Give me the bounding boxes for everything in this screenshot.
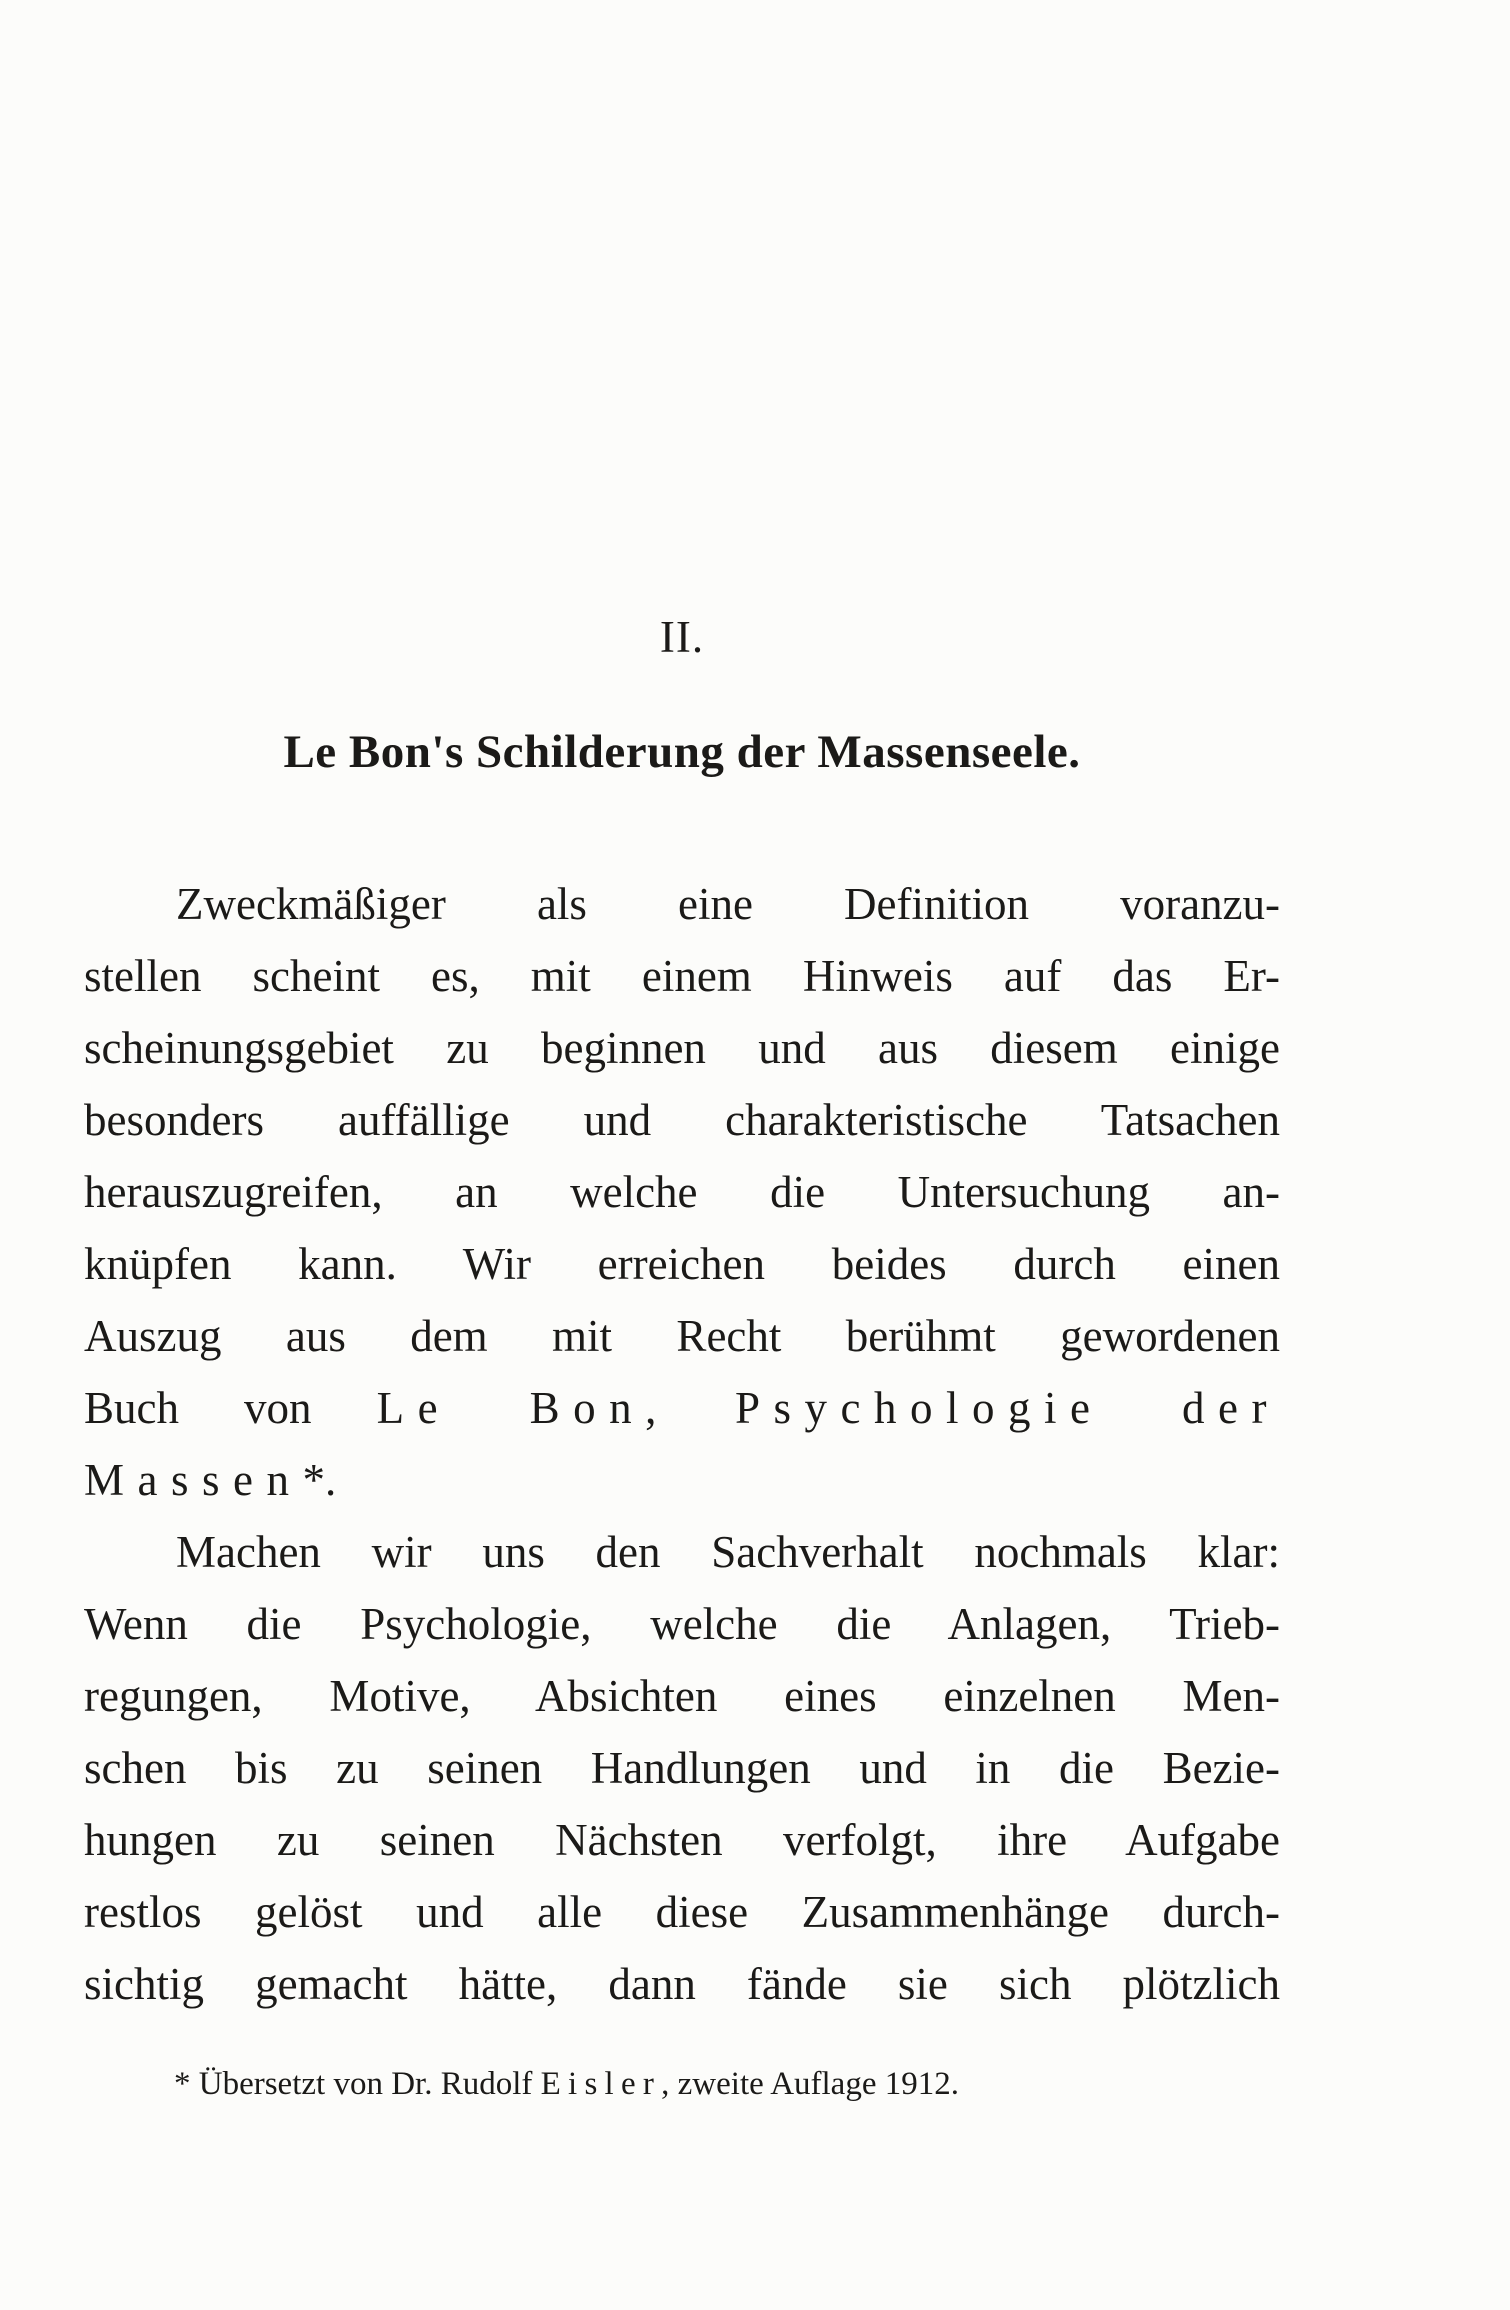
text-line: herauszugreifen, an welche die Untersuchung an-	[84, 1167, 1280, 1217]
text-line: knüpfen kann. Wir erreichen beides durch einen	[84, 1239, 1280, 1289]
text-line: Machen wir uns den Sachverhalt nochmals klar:	[176, 1527, 1280, 1577]
spaced-text-le-bon: Le Bon,	[376, 1383, 670, 1433]
text-line: Wenn die Psychologie, welche die Anlagen, Trieb-	[84, 1599, 1280, 1649]
paragraph-2	[84, 1516, 1280, 2020]
text-line: besonders auffällige und charakteristische Tatsachen	[84, 1095, 1280, 1145]
text-line: hungen zu seinen Nächsten verfolgt, ihre Aufgabe	[84, 1815, 1280, 1865]
spaced-text-massen: Massen	[84, 1455, 303, 1505]
text-line	[84, 1372, 1280, 1444]
text-line	[84, 1444, 1280, 1516]
footnote-text-start: * Übersetzt von Dr. Rudolf	[174, 2066, 541, 2102]
text-block	[84, 612, 1280, 2106]
footnote-spaced-name: Eisler	[540, 2066, 662, 2102]
text-line: restlos gelöst und alle diese Zusammenhänge durch-	[84, 1887, 1280, 1937]
text-line: regungen, Motive, Absichten eines einzelnen Men-	[84, 1671, 1280, 1721]
chapter-title: Le Bon's Schilderung der Massenseele.	[283, 726, 1081, 778]
text-line: stellen scheint es, mit einem Hinweis auf das Er-	[84, 951, 1280, 1001]
spaced-text-psychologie: Psychologie der	[734, 1383, 1280, 1433]
chapter-number: II.	[659, 612, 705, 662]
footnote	[84, 2062, 1280, 2106]
text-segment: Buch von	[84, 1383, 377, 1433]
text-line: schen bis zu seinen Handlungen und in die Bezie-	[84, 1743, 1280, 1793]
text-line: Auszug aus dem mit Recht berühmt gewordenen	[84, 1311, 1280, 1361]
footnote-reference-mark: *.	[302, 1455, 337, 1505]
text-line: sichtig gemacht hätte, dann fände sie sich plötzlich	[84, 1959, 1280, 2009]
text-line: scheinungsgebiet zu beginnen und aus diesem einige	[84, 1023, 1280, 1073]
paragraph-1	[84, 868, 1280, 1516]
footnote-text-end: , zweite Auflage 1912.	[661, 2066, 959, 2102]
text-line: Zweckmäßiger als eine Definition voranzu-	[176, 879, 1280, 929]
